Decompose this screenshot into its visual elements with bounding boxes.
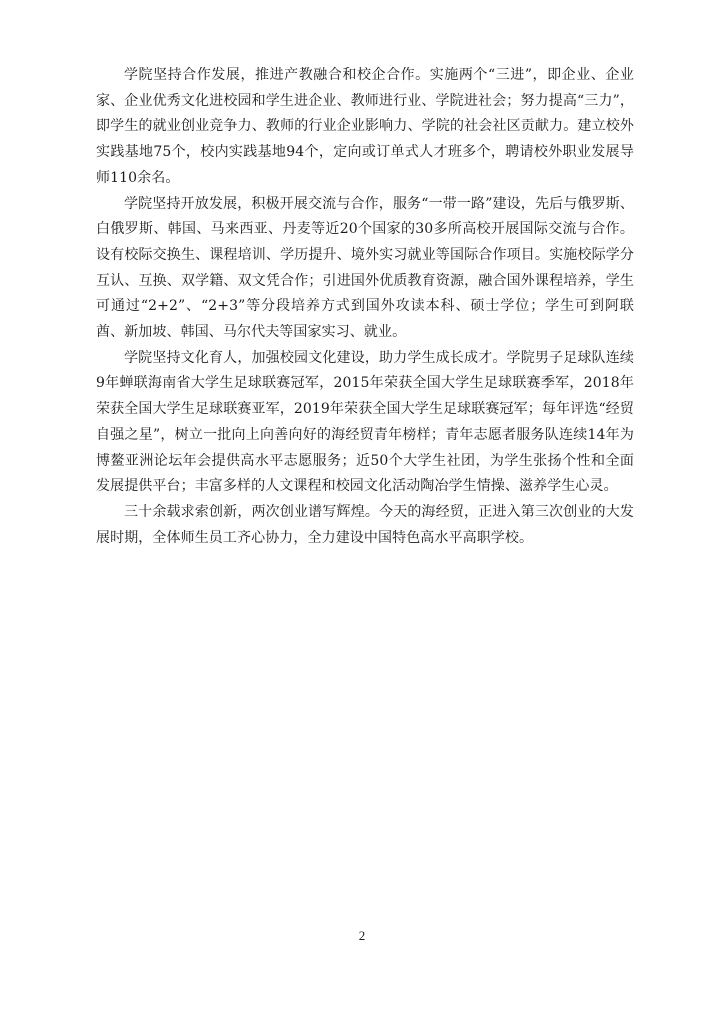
paragraph-open-development: 学院坚持开放发展，积极开展交流与合作，服务“一带一路”建设，先后与俄罗斯、白俄罗斯、韩国、马来西亚、丹麦等近20个国家的30多所高校开展国际交流与合作。设有校际交换生、课程培训、学历提升、境外实习就业等国际合作项目。实施校际学分互认、互换、双学籍、双文凭合作；引进国外优质教育资源，融合国外课程培养，学生可通过“2+2”、“2+3”等分段培养方式到国外攻读本科、硕士学位；学生可到阿联酋、新加坡、韩国、马尔代夫等国家实习、就业。 (96, 195, 634, 341)
page-number: 2 (358, 928, 366, 943)
paragraph-culture: 学院坚持文化育人，加强校园文化建设，助力学生成长成才。学院男子足球队连续9年蝉联海南省大学生足球联赛冠军，2015年荣获全国大学生足球联赛季军，2018年荣获全国大学生足球联赛亚军，2019年荣获全国大学生足球联赛冠军；每年评选“经贸自强之星”，树立一批向上向善向好的海经贸青年榜样；青年志愿者服务队连续14年为博鳌亚洲论坛年会提供高水平志愿服务；近50个大学生社团，为学生张扬个性和全面发展提供平台；丰富多样的人文课程和校园文化活动陶冶学生情操、滋养学生心灵。 (96, 349, 634, 495)
body-text (96, 63, 634, 551)
paragraph-conclusion: 三十余载求索创新，两次创业谱写辉煌。今天的海经贸，正进入第三次创业的大发展时期，全体师生员工齐心协力，全力建设中国特色高水平高职学校。 (96, 503, 634, 546)
paragraph-cooperation: 学院坚持合作发展，推进产教融合和校企合作。实施两个“三进”，即企业、企业家、企业优秀文化进校园和学生进企业、教师进行业、学院进社会；努力提高“三力”，即学生的就业创业竞争力、教师的行业企业影响力、学院的社会社区贡献力。建立校外实践基地75个，校内实践基地94个，定向或订单式人才班多个，聘请校外职业发展导师110余名。 (96, 67, 634, 186)
